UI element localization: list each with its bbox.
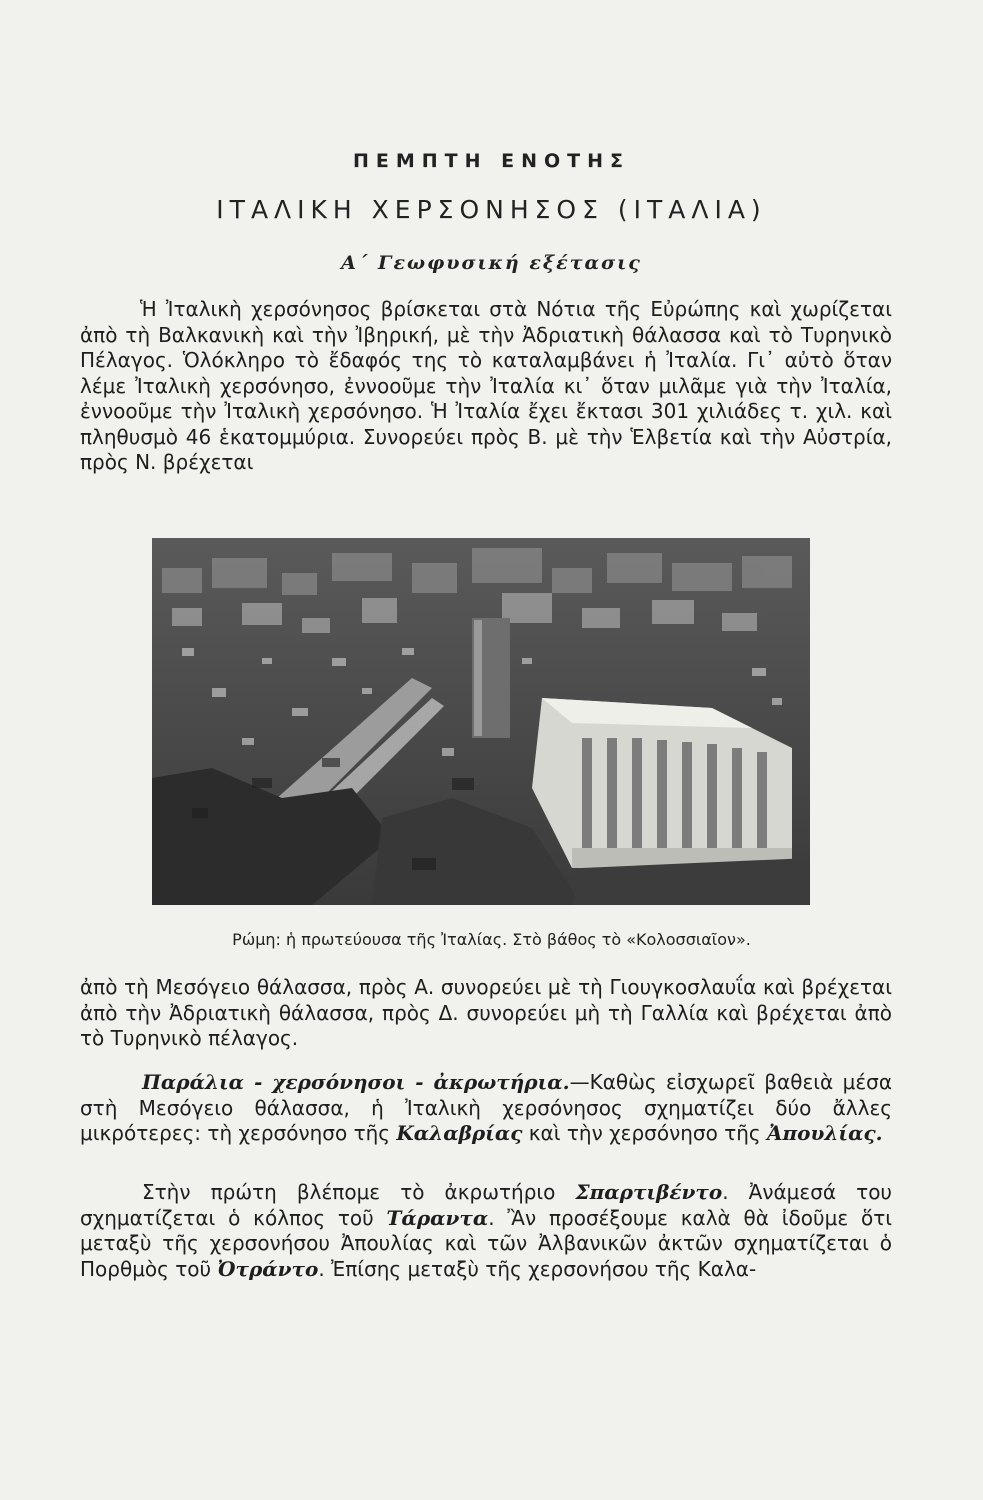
page-title: ΙΤΑΛΙΚΗ ΧΕΡΣΟΝΗΣΟΣ (ΙΤΑΛΙΑ) (216, 195, 767, 224)
taranto-term: Τάραντα (386, 1205, 489, 1230)
capes-text-1: Στὴν πρώτη βλέπομε τὸ ἀκρωτήριο (142, 1180, 576, 1204)
figure-caption: Ρώμη: ἡ πρωτεύουσα τῆς Ἰταλίας. Στὸ βάθος τὸ «Κολοσσιαῖον». (232, 930, 751, 949)
spartivento-term: Σπαρτιβέντο (575, 1180, 723, 1204)
section-heading: ΠΕΜΠΤΗ ΕΝΟΤΗΣ (352, 150, 631, 172)
coasts-text-1: —Καθὼς εἰσχωρεῖ βαθειὰ μέσα στὴ Μεσόγειο θάλασσα, ἡ Ἰταλικὴ χερσόνησος σχηματίζει δύο ἄλλες μικρότερες: τὴ χερσόνησο τῆς (80, 1070, 893, 1145)
rome-cityscape-illustration (152, 538, 810, 905)
capes-text-4: . Ἐπίσης μεταξὺ τῆς χερσονήσου τῆς Καλα- (318, 1256, 757, 1281)
intro-paragraph: Ἡ Ἰταλικὴ χερσόνησος βρίσκεται στὰ Νότια τῆς Εὐρώπης καὶ χωρίζεται ἀπὸ τὴ Βαλκανικὴ καὶ τὴν Ἰβηρική, μὲ τὴν Ἀδριατικὴ θάλασσα καὶ τὸ Τυρηνικὸ Πέλαγος. Ὁλόκληρο τὸ ἔδαφός της τὸ καταλαμβάνει ἡ Ἰταλία. Γι᾽ αὐτὸ ὅταν λέμε Ἰταλικὴ χερσόνησο, ἐννοοῦμε τὴν Ἰταλία κι᾽ ὅταν μιλᾶμε γιὰ τὴν Ἰταλία, ἐννοοῦμε τὴν Ἰταλικὴ χερσόνησο. Ἡ Ἰταλία ἔχει ἔκτασι 301 χιλιάδες τ. χιλ. καὶ πληθυσμὸ 46 ἑκατομμύρια. Συνορεύει πρὸς Β. μὲ τὴν Ἑλβετία καὶ τὴν Αὐστρία, πρὸς Ν. βρέχεται (80, 297, 892, 474)
calabria-term: Καλαβρίας (396, 1121, 523, 1145)
capes-paragraph (80, 1180, 892, 1282)
coasts-text-2: καὶ τὴν χερσόνησο τῆς (522, 1121, 768, 1145)
coasts-paragraph (80, 1070, 892, 1147)
capes-text-2: . Ἀνάμεσά του σχηματίζεται ὁ κόλπος τοῦ (80, 1180, 893, 1230)
otranto-term: Ὀτράντο (217, 1256, 319, 1281)
subsection-title: Α΄ Γεωφυσική εξέτασις (341, 252, 642, 274)
rome-photograph (152, 538, 810, 905)
coasts-heading: Παράλια - χερσόνησοι - ἀκρωτήρια. (142, 1070, 570, 1094)
apulia-term: Ἀπουλίας. (767, 1121, 883, 1145)
borders-paragraph: ἀπὸ τὴ Μεσόγειο θάλασσα, πρὸς Α. συνορεύει μὲ τὴ Γιουγκοσλαυΐα καὶ βρέχεται ἀπὸ τὴν Ἀδριατικὴ θάλασσα, πρὸς Δ. συνορεύει μὴ τὴ Γαλλία καὶ βρέχεται ἀπὸ τὸ Τυρηνικὸ πέλαγος. (80, 975, 892, 1050)
capes-text-3: . Ἂν προσέξουμε καλὰ θὰ ἰδοῦμε ὅτι μεταξὺ τῆς χερσονήσου Ἀπουλίας καὶ τῶν Ἀλβανικῶν ἀκτῶν σχηματίζεται ὁ Πορθμὸς τοῦ (80, 1205, 892, 1281)
